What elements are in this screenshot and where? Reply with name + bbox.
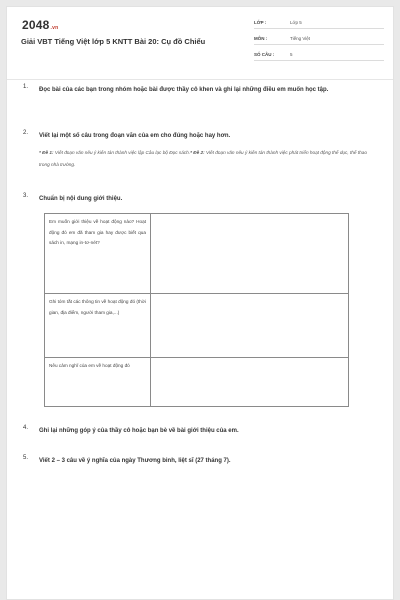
table-answer-cell[interactable]: [151, 358, 349, 407]
topic-2-label: * Đề 2:: [190, 150, 205, 155]
question-text: Chuẩn bị nội dung giới thiệu.: [39, 196, 123, 202]
meta-question-count-key: SỐ CÂU :: [254, 52, 275, 57]
site-logo[interactable]: [22, 18, 58, 32]
meta-subject-key: MÔN :: [254, 36, 268, 41]
question-text: Viết 2 – 3 câu về ý nghĩa của ngày Thương binh, liệt sĩ (27 tháng 7).: [39, 458, 231, 464]
table-row: [45, 294, 349, 358]
question-text: Ghi lại những góp ý của thầy cô hoặc bạn bè về bài giới thiệu của em.: [39, 428, 239, 434]
table-answer-cell[interactable]: [151, 294, 349, 358]
meta-question-count: [254, 51, 384, 61]
meta-subject-value: Tiếng Việt: [290, 36, 311, 41]
table-prompt-cell: Nêu cảm nghĩ của em về hoạt động đó: [45, 358, 151, 407]
question-number: 3.: [23, 193, 29, 199]
topic-note: [39, 147, 374, 171]
question-number: 5.: [23, 455, 29, 461]
topic-2-text: Viết đoạn văn nêu ý kiến tán thành việc phát triển hoạt động thể dục, thể thao trong nhà trường.: [39, 150, 367, 167]
meta-grade-value: Lớp 5: [290, 20, 302, 25]
header-divider: [7, 79, 393, 80]
page-header: [7, 7, 393, 79]
meta-grade-key: LỚP :: [254, 20, 267, 25]
table-answer-cell[interactable]: [151, 214, 349, 294]
logo-main: 2048: [22, 18, 50, 32]
question-number: 4.: [23, 425, 29, 431]
meta-subject: [254, 35, 384, 45]
question-number: 2.: [23, 130, 29, 136]
logo-suffix: .vn: [50, 25, 59, 31]
table-row: [45, 358, 349, 407]
meta-question-count-value: 5: [290, 52, 293, 57]
topic-1-label: * Đề 1:: [39, 150, 54, 155]
preparation-table: [44, 213, 349, 407]
meta-grade: [254, 19, 384, 29]
worksheet-page: [6, 6, 394, 600]
topic-1-text: Viết đoạn văn nêu ý kiến tán thành việc lập Câu lạc bộ Đọc sách.: [53, 150, 191, 155]
table-prompt-cell: Em muốn giới thiệu về hoạt động nào? Hoạt động đó em đã tham gia hay được biết qua sách in, mạng in-tơ-nét?: [45, 214, 151, 294]
document-title: Giải VBT Tiếng Việt lớp 5 KNTT Bài 20: Cụ đồ Chiểu: [21, 37, 206, 46]
table-prompt-cell: Ghi tóm tắt các thông tin về hoạt động đó (thời gian, địa điểm, người tham gia,...): [45, 294, 151, 358]
table-row: [45, 214, 349, 294]
question-text: Đọc bài của các bạn trong nhóm hoặc bài được thầy cô khen và ghi lại những điều em muốn học tập.: [39, 87, 329, 93]
question-number: 1.: [23, 84, 29, 90]
question-text: Viết lại một số câu trong đoạn văn của em cho đúng hoặc hay hơn.: [39, 133, 231, 139]
